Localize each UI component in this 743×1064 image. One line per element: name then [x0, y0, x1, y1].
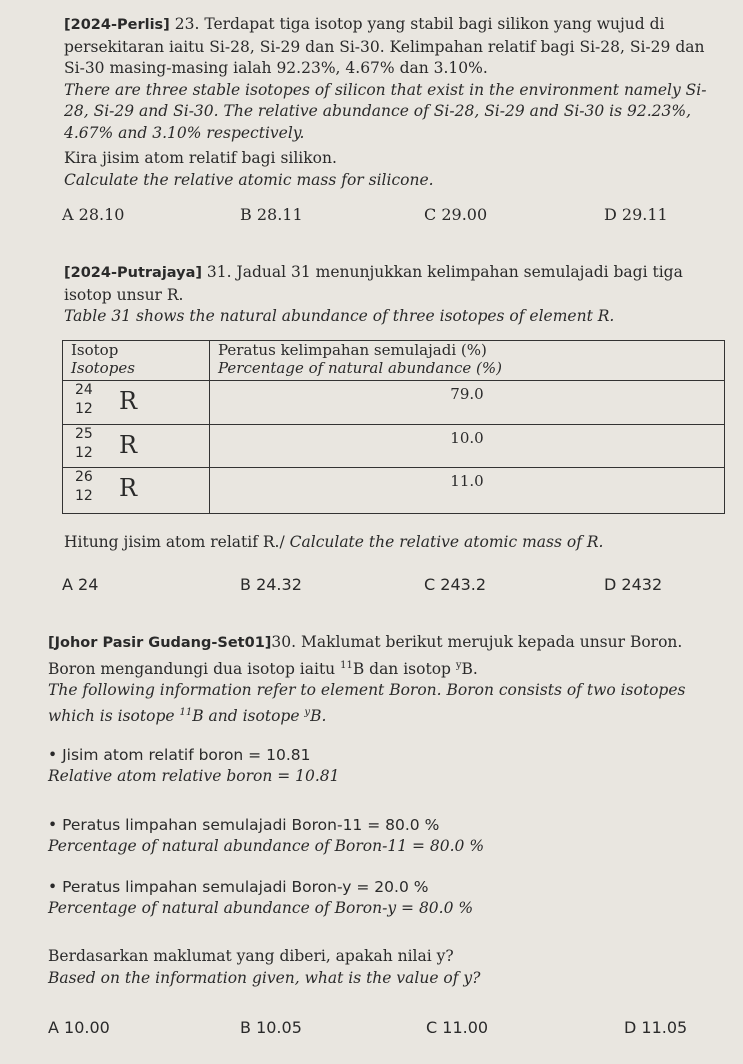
q30-malay-text-3: B.: [461, 659, 478, 678]
header-abundance: [210, 341, 725, 381]
q31-prompt: [64, 532, 725, 554]
q23-tag: [2024-Perlis]: [64, 17, 170, 33]
q31-prompt-english: Calculate the relative atomic mass of R.: [289, 533, 604, 551]
table-header-row: [63, 341, 725, 381]
q23-prompt-english: Calculate the relative atomic mass for silicone.: [64, 170, 434, 189]
isotope-table: [62, 340, 725, 514]
q30-english-text-2: B and isotope: [192, 706, 305, 725]
table-row: [63, 381, 725, 425]
q30-bullet-3: [48, 877, 473, 919]
q31-tag: [2024-Putrajaya]: [64, 265, 202, 281]
mass-number: 26: [75, 468, 93, 485]
q30-english-text-3: B.: [310, 706, 327, 725]
q30-option-d[interactable]: D 11.05: [624, 1018, 688, 1037]
q31-option-d[interactable]: D 2432: [604, 575, 663, 594]
table-row: [63, 467, 725, 513]
header-isotope-malay: Isotop: [71, 341, 119, 359]
q30-bullet-2: [48, 815, 484, 857]
q30-english-text-1: The following information refer to element Boron. Boron consists of two isotopes which is isotope: [48, 681, 686, 725]
q30-english-sup-1: 11: [179, 706, 193, 718]
q23-option-d[interactable]: D 29.11: [604, 205, 668, 224]
q23-option-a[interactable]: A 28.10: [62, 205, 125, 224]
q31-option-c[interactable]: C 243.2: [424, 575, 487, 594]
list-item: • Peratus limpahan semulajadi Boron-y = 20.0 %: [48, 878, 429, 896]
q30-bullet-1: [48, 745, 340, 787]
q31-options: [62, 575, 722, 597]
element-symbol: R: [119, 431, 138, 460]
q30-stem: [48, 632, 729, 727]
atomic-number: 12: [75, 445, 93, 462]
q31-stem: [64, 262, 723, 328]
q23-options: [62, 205, 722, 227]
atomic-number: 12: [75, 487, 93, 504]
q30-prompt: [48, 946, 725, 989]
isotope-cell: [63, 467, 210, 513]
bullet-malay: Peratus limpahan semulajadi Boron-y = 20.0 %: [62, 878, 429, 896]
bullet-english: Relative atom relative boron = 10.81: [48, 767, 340, 785]
q30-english-sup-2: y: [304, 706, 311, 718]
header-isotope: [63, 341, 210, 381]
q30-malay-text-1: 30. Maklumat berikut merujuk kepada unsur Boron. Boron mengandungi dua isotop iaitu: [48, 633, 683, 678]
isotope-cell: [63, 425, 210, 467]
q30-english-text: [48, 680, 729, 727]
abundance-value: 79.0: [210, 381, 725, 425]
q31-option-a[interactable]: A 24: [62, 575, 99, 594]
q30-prompt-english: Based on the information given, what is the value of y?: [48, 968, 481, 987]
bullet-english: Percentage of natural abundance of Boron-y = 80.0 %: [48, 899, 474, 917]
q23-stem: [64, 14, 723, 144]
header-abundance-malay: Peratus kelimpahan semulajadi (%): [218, 341, 487, 359]
abundance-value: 10.0: [210, 425, 725, 467]
q30-prompt-malay: Berdasarkan maklumat yang diberi, apakah nilai y?: [48, 947, 454, 965]
list-item: • Peratus limpahan semulajadi Boron-11 = 80.0 %: [48, 816, 440, 834]
q31-english-text: Table 31 shows the natural abundance of three isotopes of element R.: [64, 307, 615, 325]
header-abundance-english: Percentage of natural abundance (%): [218, 359, 503, 377]
q30-malay-sup-1: 11: [340, 659, 353, 671]
bullet-malay: Peratus limpahan semulajadi Boron-11 = 80.0 %: [62, 816, 440, 834]
q31-option-b[interactable]: B 24.32: [240, 575, 302, 594]
q30-malay-sup-2: y: [455, 659, 462, 671]
isotope-cell: [63, 381, 210, 425]
bullet-malay: Jisim atom relatif boron = 10.81: [62, 746, 311, 764]
q23-option-b[interactable]: B 28.11: [240, 205, 303, 224]
q31-prompt-malay: Hitung jisim atom relatif R./: [64, 533, 285, 551]
q30-option-a[interactable]: A 10.00: [48, 1018, 110, 1037]
bullet-english: Percentage of natural abundance of Boron-11 = 80.0 %: [48, 837, 485, 855]
atomic-number: 12: [75, 401, 93, 418]
element-symbol: R: [119, 473, 138, 502]
q30-option-b[interactable]: B 10.05: [240, 1018, 302, 1037]
q23-option-c[interactable]: C 29.00: [424, 205, 488, 224]
q23-english-text: There are three stable isotopes of silicon that exist in the environment namely Si-28, Si-29 and Si-30. The relative abundance of Si-28, Si-29 and Si-30 is 92.23%, 4.67% and 3.10% respectively.: [64, 80, 707, 142]
q23-prompt-malay: Kira jisim atom relatif bagi silikon.: [64, 149, 337, 167]
list-item: • Jisim atom relatif boron = 10.81: [48, 746, 311, 764]
q30-tag: [Johor Pasir Gudang-Set01]: [48, 635, 272, 651]
mass-number: 25: [75, 426, 93, 443]
table-row: [63, 425, 725, 467]
q30-options: [48, 1018, 708, 1040]
q23-malay-text: 23. Terdapat tiga isotop yang stabil bagi silikon yang wujud di persekitaran iaitu Si-28, Si-29 dan Si-30. Kelimpahan relatif bagi Si-28, Si-29 dan Si-30 masing-masing ialah 92.23%, 4.67% dan 3.10%.: [64, 15, 705, 77]
header-isotope-english: Isotopes: [71, 359, 135, 377]
q23-prompt: [64, 148, 725, 191]
element-symbol: R: [119, 387, 138, 416]
mass-number: 24: [75, 382, 93, 399]
q30-malay-text-2: B dan isotop: [352, 659, 456, 678]
q30-option-c[interactable]: C 11.00: [426, 1018, 489, 1037]
abundance-value: 11.0: [210, 467, 725, 513]
q31-malay-text: 31. Jadual 31 menunjukkan kelimpahan semulajadi bagi tiga isotop unsur R.: [64, 263, 683, 304]
